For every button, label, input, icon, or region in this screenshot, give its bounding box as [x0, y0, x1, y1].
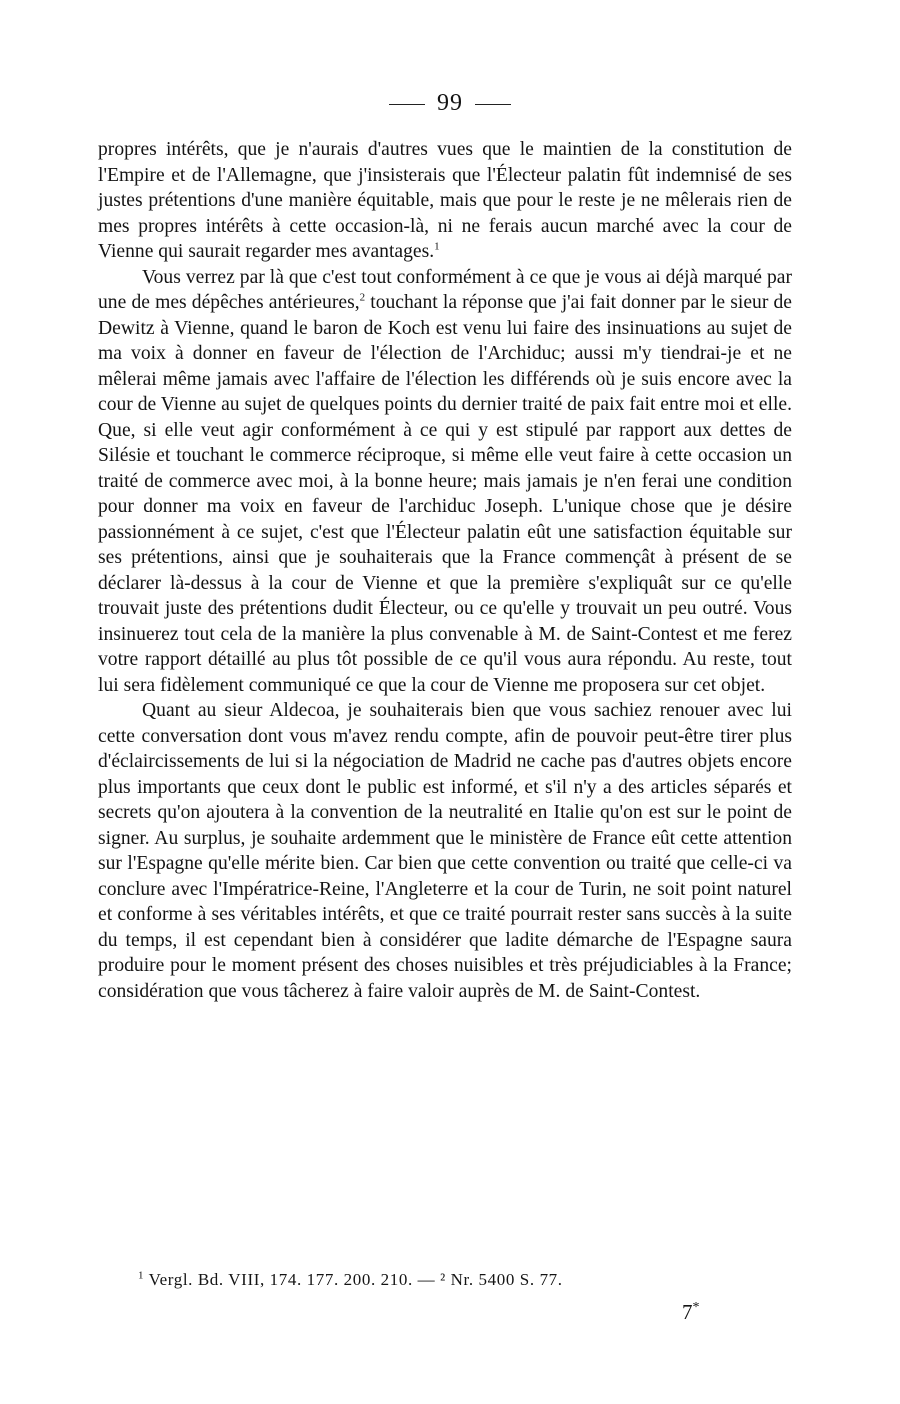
- paragraph: [98, 698, 792, 1004]
- footnote-mark: 1: [434, 240, 440, 253]
- signature-mark-number: 7: [682, 1300, 693, 1324]
- paragraph-2b-text: touchant la réponse que j'ai fait donner par le sieur de Dewitz à Vienne, quand le baron de Koch est venu lui faire des insinuations au sujet de ma voix à donner en faveur de l'élection de l'Archiduc; aussi m'y tiendrai-je et ne mêlerai même jamais avec l'affaire de l'élection les différends où je suis encore avec la cour de Vienne au sujet de quelques points du dernier traité de paix fait entre moi et elle. Que, si elle veut agir conformément à ce qui y est stipulé par rapport aux dettes de Silésie et touchant le commerce réciproque, si même elle veut faire à cette occasion un traité de commerce avec moi, à la bonne heure; mais jamais je n'en ferai une condition pour donner ma voix en faveur de l'archiduc Joseph. L'unique chose que je désire passionnément à ce sujet, c'est que l'Électeur palatin eût une satisfaction équitable sur ses prétentions, ainsi que je souhaiterais que la France commençât à présent de se déclarer là-dessus à la cour de Vienne et que la première s'expliquât sur ce qu'elle trouvait juste des prétentions dudit Électeur, ou ce qu'elle y trouvait un peu outré. Vous insinuerez tout cela de la manière la plus convenable à M. de Saint-Contest et me ferez votre rapport détaillé au plus tôt possible de ce qu'il vous aura répondu. Au reste, tout lui sera fidèlement communiqué ce que la cour de Vienne me proposera sur cet objet.: [98, 292, 792, 696]
- body-text: [98, 137, 792, 1004]
- paragraph-1-text: propres intérêts, que je n'aurais d'autres vues que le maintien de la constitution de l'Empire et de l'Allemagne, que j'insisterais que l'Électeur palatin fût indemnisé de ses justes prétentions d'une manière équitable, mais que pour le reste je ne mêlerais rien de mes propres intérêts à cette occasion-là, ni ne ferais aucun marché avec la cour de Vienne qui saurait regarder mes avantages.: [98, 139, 792, 262]
- footnote-mark: 1: [138, 1269, 145, 1282]
- footnote-text: Vergl. Bd. VIII, 174. 177. 200. 210. — ² Nr. 5400 S. 77.: [148, 1270, 563, 1289]
- paragraph: [98, 137, 792, 265]
- signature-mark: [682, 1300, 700, 1325]
- footnotes: [138, 1270, 563, 1290]
- paragraph-2a-text: Vous verrez par là que c'est tout conformément à ce que je vous ai déjà marqué par une de mes dépêches antérieures,: [98, 266, 792, 313]
- rule-right: [475, 104, 511, 105]
- page-number-value: 99: [437, 90, 463, 116]
- paragraph: [98, 265, 792, 699]
- rule-left: [389, 104, 425, 105]
- signature-mark-star: *: [692, 1300, 700, 1315]
- page-number: [0, 90, 900, 117]
- footnote-mark: 2: [359, 291, 366, 304]
- paragraph-3-text: Quant au sieur Aldecoa, je souhaiterais bien que vous sachiez renouer avec lui cette conversation dont vous m'avez rendu compte, afin de pouvoir peut-être tirer plus d'éclaircissements de lui si la négociation de Madrid ne cache pas d'autres objets encore plus importants que ceux dont le public est informé, et s'il n'y a des articles séparés et secrets qu'on ajoutera à la convention de la neutralité en Italie qu'on est sur le point de signer. Au surplus, je souhaite ardemment que le ministère de France eût cette attention sur l'Espagne qu'elle mérite bien. Car bien que cette convention ou traité que celle-ci va conclure avec l'Impératrice-Reine, l'Angleterre et la cour de Turin, ne soit point naturel et conforme à ses véritables intérêts, et que ce traité pourrait rester sans succès à la suite du temps, il est cependant bien à considérer que ladite démarche de l'Espagne saura produire pour le moment présent des choses nuisibles et très préjudiciables à la France; considération que vous tâcherez à faire valoir auprès de M. de Saint-Contest.: [98, 700, 792, 1002]
